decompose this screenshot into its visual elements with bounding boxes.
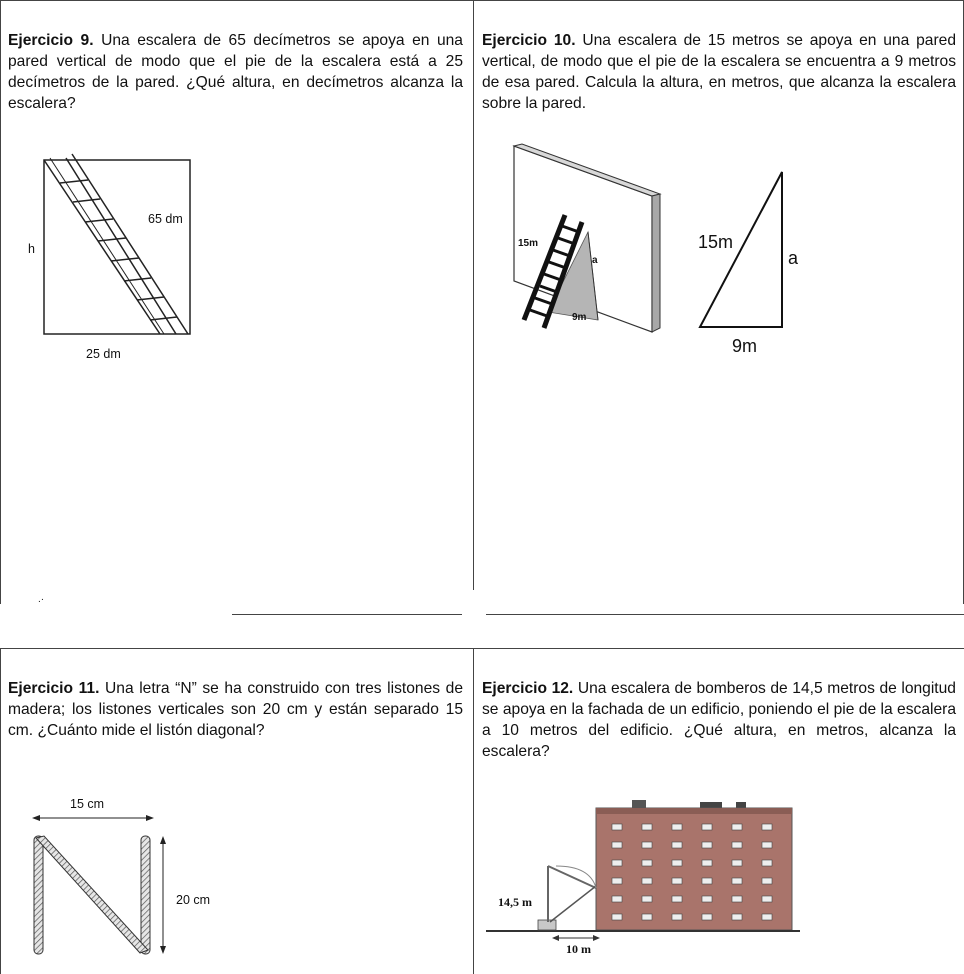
exercise-11-text: Una letra “N” se ha construido con tres listones de madera; los listones verticales son 20 cm y están separado 15 cm. ¿Cuánto mide el listón diagonal? [8,680,463,739]
ex12-label-ladder: 14,5 m [498,895,532,909]
ex11-label-height: 20 cm [176,893,211,907]
exercise-11-title: Ejercicio 11. [8,680,100,697]
exercise-12-text: Una escalera de bomberos de 14,5 metros de longitud se apoya en la fachada de un edificio, poniendo el pie de la escalera a 10 metros del edificio. ¿Qué altura, en metros, alcanza la escalera? [482,680,956,760]
ex12-label-base: 10 m [566,942,591,956]
exercise-10-title: Ejercicio 10. [482,32,576,49]
ex11-label-width: 15 cm [70,797,105,811]
ex9-label-hypotenuse: 65 dm [148,212,183,226]
exercise-10-text: Una escalera de 15 metros se apoya en una pared vertical, de modo que el pie de la escalera se encuentra a 9 metros de esa pared. Calcula la altura, en metros, que alcanza la escalera sobre la pared. [482,32,956,112]
ex9-label-base: 25 dm [86,347,121,361]
exercise-12-title: Ejercicio 12. [482,680,574,697]
ex10-photo-label-base: 9m [572,312,587,323]
ex10-photo-label-ladder: 15m [518,238,539,249]
exercise-9-title: Ejercicio 9. [8,32,94,49]
stray-mark: .· [38,594,45,605]
ex10-triangle-label-base: 9m [732,336,758,356]
exercise-9-text: Una escalera de 65 decímetros se apoya en una pared vertical de modo que el pie de la escalera está a 25 decímetros de la pared. ¿Qué altura, en decímetros alcanza la escalera? [8,32,463,112]
ex10-triangle-label-height: a [788,248,799,268]
ex10-photo-label-height: a [592,255,598,266]
ex9-label-h: h [28,242,35,256]
ex10-triangle-label-hyp: 15m [698,232,734,252]
